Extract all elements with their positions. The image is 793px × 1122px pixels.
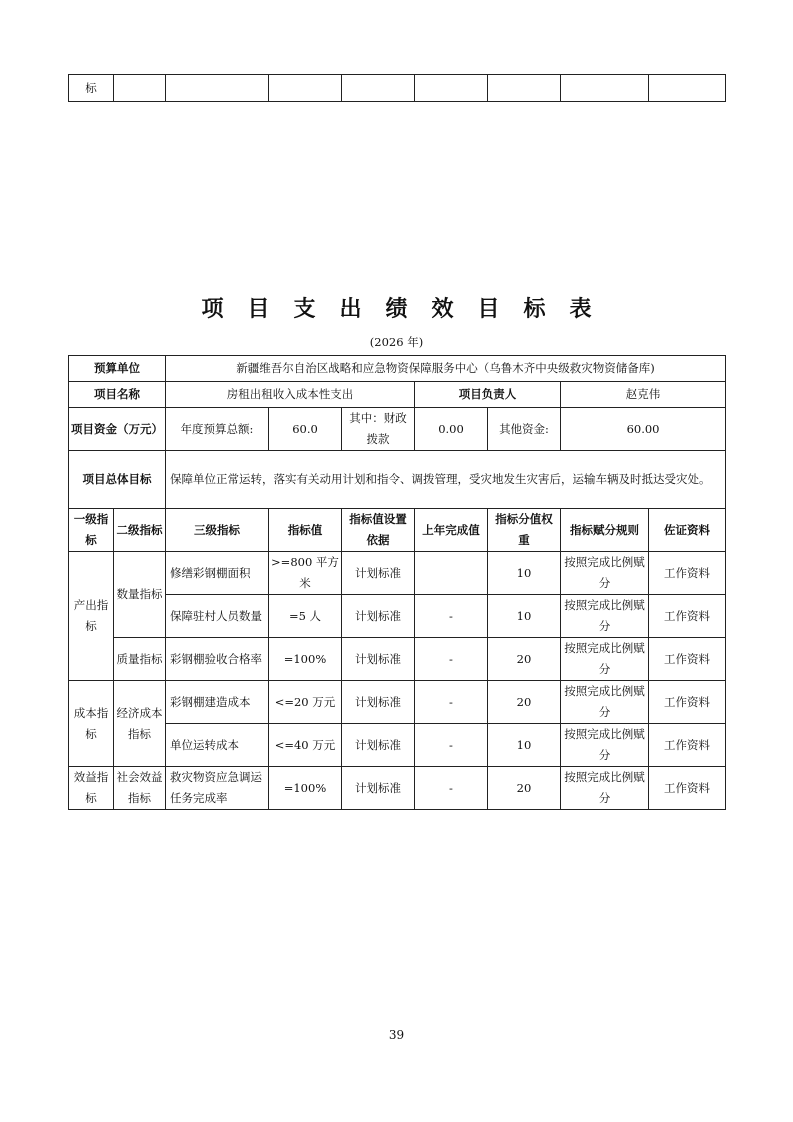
evidence: 工作资料 — [649, 552, 726, 595]
last-year-value: - — [415, 724, 488, 767]
indicator-value: <=40 万元 — [269, 724, 342, 767]
indicator-basis: 计划标准 — [342, 767, 415, 810]
table-row — [69, 638, 726, 681]
third-level-indicator: 彩钢棚验收合格率 — [166, 638, 269, 681]
indicator-weight: 20 — [488, 767, 561, 810]
table-cell: 标 — [69, 75, 114, 102]
indicator-weight: 20 — [488, 638, 561, 681]
table-row — [69, 767, 726, 810]
evidence: 工作资料 — [649, 681, 726, 724]
table-row — [69, 724, 726, 767]
other-funds-label: 其他资金: — [488, 408, 561, 451]
column-header: 指标分值权重 — [488, 509, 561, 552]
column-header: 指标赋分规则 — [561, 509, 649, 552]
table-row — [69, 451, 726, 509]
annual-budget-value: 60.0 — [269, 408, 342, 451]
table-cell — [488, 75, 561, 102]
column-header: 一级指标 — [69, 509, 114, 552]
table-cell — [561, 75, 649, 102]
scoring-rule: 按照完成比例赋分 — [561, 595, 649, 638]
table-row — [69, 595, 726, 638]
indicator-weight: 10 — [488, 552, 561, 595]
table-row — [69, 408, 726, 451]
table-row — [69, 681, 726, 724]
table-row — [69, 75, 726, 102]
column-header: 指标值 — [269, 509, 342, 552]
last-year-value: - — [415, 638, 488, 681]
project-name-value: 房租出租收入成本性支出 — [166, 382, 415, 408]
funds-label: 项目资金（万元） — [69, 408, 166, 451]
column-header-row — [69, 509, 726, 552]
indicator-weight: 10 — [488, 724, 561, 767]
third-level-indicator: 单位运转成本 — [166, 724, 269, 767]
column-header: 佐证资料 — [649, 509, 726, 552]
second-level-indicator: 数量指标 — [114, 552, 166, 638]
last-year-value: - — [415, 595, 488, 638]
indicator-basis: 计划标准 — [342, 681, 415, 724]
table-cell — [415, 75, 488, 102]
indicator-value: <=20 万元 — [269, 681, 342, 724]
third-level-indicator: 救灾物资应急调运任务完成率 — [166, 767, 269, 810]
scoring-rule: 按照完成比例赋分 — [561, 552, 649, 595]
indicator-value: =100% — [269, 767, 342, 810]
indicator-weight: 10 — [488, 595, 561, 638]
table-cell — [166, 75, 269, 102]
third-level-indicator: 修缮彩钢棚面积 — [166, 552, 269, 595]
evidence: 工作资料 — [649, 638, 726, 681]
indicator-value: >=800 平方米 — [269, 552, 342, 595]
second-level-indicator: 经济成本指标 — [114, 681, 166, 767]
table-row — [69, 382, 726, 408]
table-cell — [649, 75, 726, 102]
budget-unit-value: 新疆维吾尔自治区战略和应急物资保障服务中心（乌鲁木齐中央级救灾物资储备库) — [166, 356, 726, 382]
goal-label: 项目总体目标 — [69, 451, 166, 509]
page-number: 39 — [388, 1028, 405, 1042]
year-label: (2026 年) — [369, 335, 424, 349]
indicator-basis: 计划标准 — [342, 638, 415, 681]
budget-unit-label: 预算单位 — [69, 356, 166, 382]
indicator-value: =5 人 — [269, 595, 342, 638]
scoring-rule: 按照完成比例赋分 — [561, 638, 649, 681]
column-header: 三级指标 — [166, 509, 269, 552]
annual-budget-label: 年度预算总额: — [166, 408, 269, 451]
column-header: 上年完成值 — [415, 509, 488, 552]
indicator-basis: 计划标准 — [342, 552, 415, 595]
evidence: 工作资料 — [649, 724, 726, 767]
goal-value: 保障单位正常运转，落实有关动用计划和指令、调拨管理，受灾地发生灾害后，运输车辆及时抵达受灾处。 — [166, 451, 726, 509]
table-cell — [114, 75, 166, 102]
column-header: 指标值设置依据 — [342, 509, 415, 552]
table-cell — [269, 75, 342, 102]
evidence: 工作资料 — [649, 595, 726, 638]
first-level-indicator: 效益指标 — [69, 767, 114, 810]
second-level-indicator: 质量指标 — [114, 638, 166, 681]
table-row — [69, 356, 726, 382]
indicator-weight: 20 — [488, 681, 561, 724]
column-header: 二级指标 — [114, 509, 166, 552]
first-level-indicator: 产出指标 — [69, 552, 114, 681]
first-level-indicator: 成本指标 — [69, 681, 114, 767]
fiscal-value: 0.00 — [415, 408, 488, 451]
project-leader-value: 赵克伟 — [561, 382, 726, 408]
evidence: 工作资料 — [649, 767, 726, 810]
scoring-rule: 按照完成比例赋分 — [561, 724, 649, 767]
scoring-rule: 按照完成比例赋分 — [561, 767, 649, 810]
table-row — [69, 552, 726, 595]
indicator-basis: 计划标准 — [342, 595, 415, 638]
second-level-indicator: 社会效益指标 — [114, 767, 166, 810]
third-level-indicator: 保障驻村人员数量 — [166, 595, 269, 638]
last-year-value: - — [415, 681, 488, 724]
indicator-basis: 计划标准 — [342, 724, 415, 767]
indicator-value: =100% — [269, 638, 342, 681]
project-name-label: 项目名称 — [69, 382, 166, 408]
performance-target-table — [68, 355, 726, 810]
table-cell — [342, 75, 415, 102]
last-year-value — [415, 552, 488, 595]
scoring-rule: 按照完成比例赋分 — [561, 681, 649, 724]
fiscal-label: 其中：财政拨款 — [342, 408, 415, 451]
page-title: 项目支出绩效目标表 — [201, 297, 616, 322]
last-year-value: - — [415, 767, 488, 810]
previous-table-fragment — [68, 74, 726, 102]
third-level-indicator: 彩钢棚建造成本 — [166, 681, 269, 724]
project-leader-label: 项目负责人 — [415, 382, 561, 408]
other-funds-value: 60.00 — [561, 408, 726, 451]
